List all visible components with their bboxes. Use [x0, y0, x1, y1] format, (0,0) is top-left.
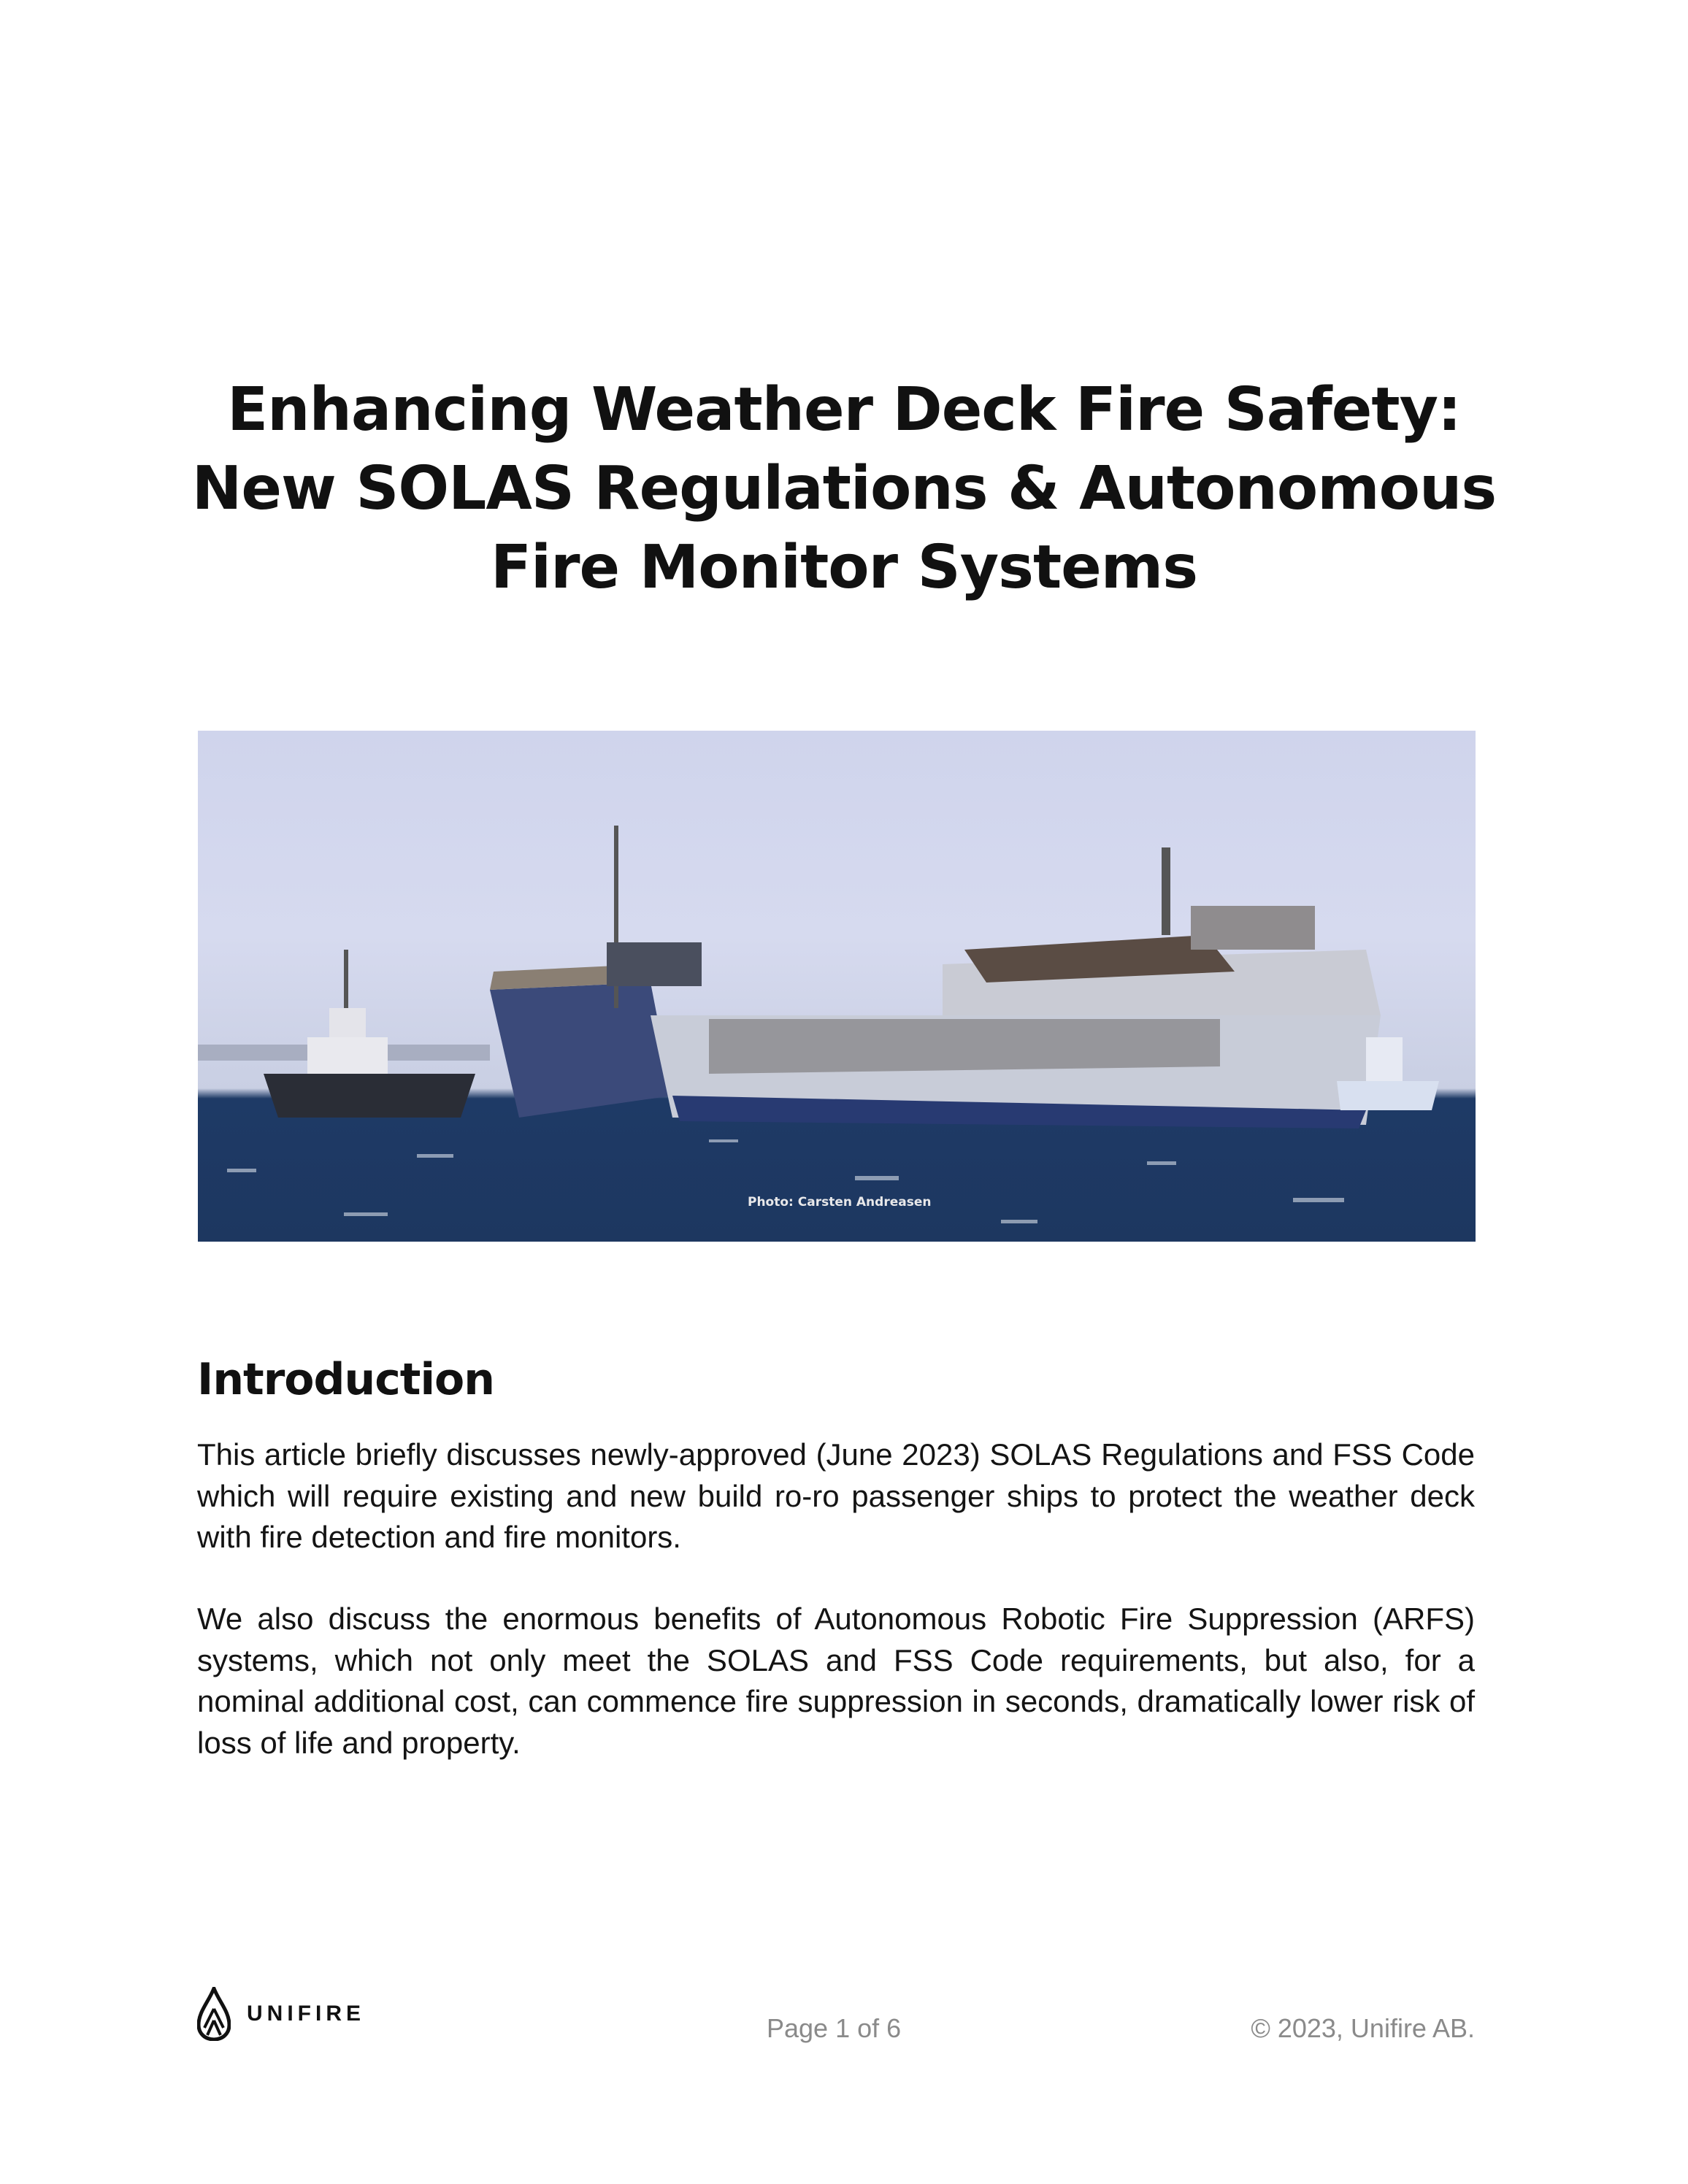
unifire-logo	[197, 1987, 365, 2041]
intro-paragraph: This article briefly discusses newly-approved (June 2023) SOLAS Regulations and FSS Code which will require existing and new build ro-ro passenger ships to protect the weather deck with fire detection and fire monitors.	[197, 1437, 1475, 1554]
flame-logo-icon	[197, 1987, 231, 2041]
title-line: New SOLAS Regulations & Autonomous	[191, 454, 1497, 523]
document-title	[146, 371, 1542, 607]
title-line: Fire Monitor Systems	[490, 533, 1198, 602]
page-number: Page 1 of 6	[767, 2013, 902, 2043]
logo-text: UNIFIRE	[247, 2002, 365, 2026]
intro-paragraph: We also discuss the enormous benefits of Autonomous Robotic Fire Suppression (ARFS) systems, which not only meet the SOLAS and FSS Code requirements, but also, for a nominal additional cost, can commence fire suppression in seconds, dramatically lower risk of loss of life and property.	[197, 1602, 1475, 1760]
burning-ferry-photo	[198, 731, 1476, 1242]
photo-credit: Photo: Carsten Andreasen	[748, 1195, 932, 1210]
copyright: © 2023, Unifire AB.	[1251, 2013, 1475, 2043]
title-line: Enhancing Weather Deck Fire Safety:	[227, 375, 1461, 445]
introduction-heading: Introduction	[197, 1354, 494, 1405]
ship-illustration	[198, 731, 1476, 1242]
